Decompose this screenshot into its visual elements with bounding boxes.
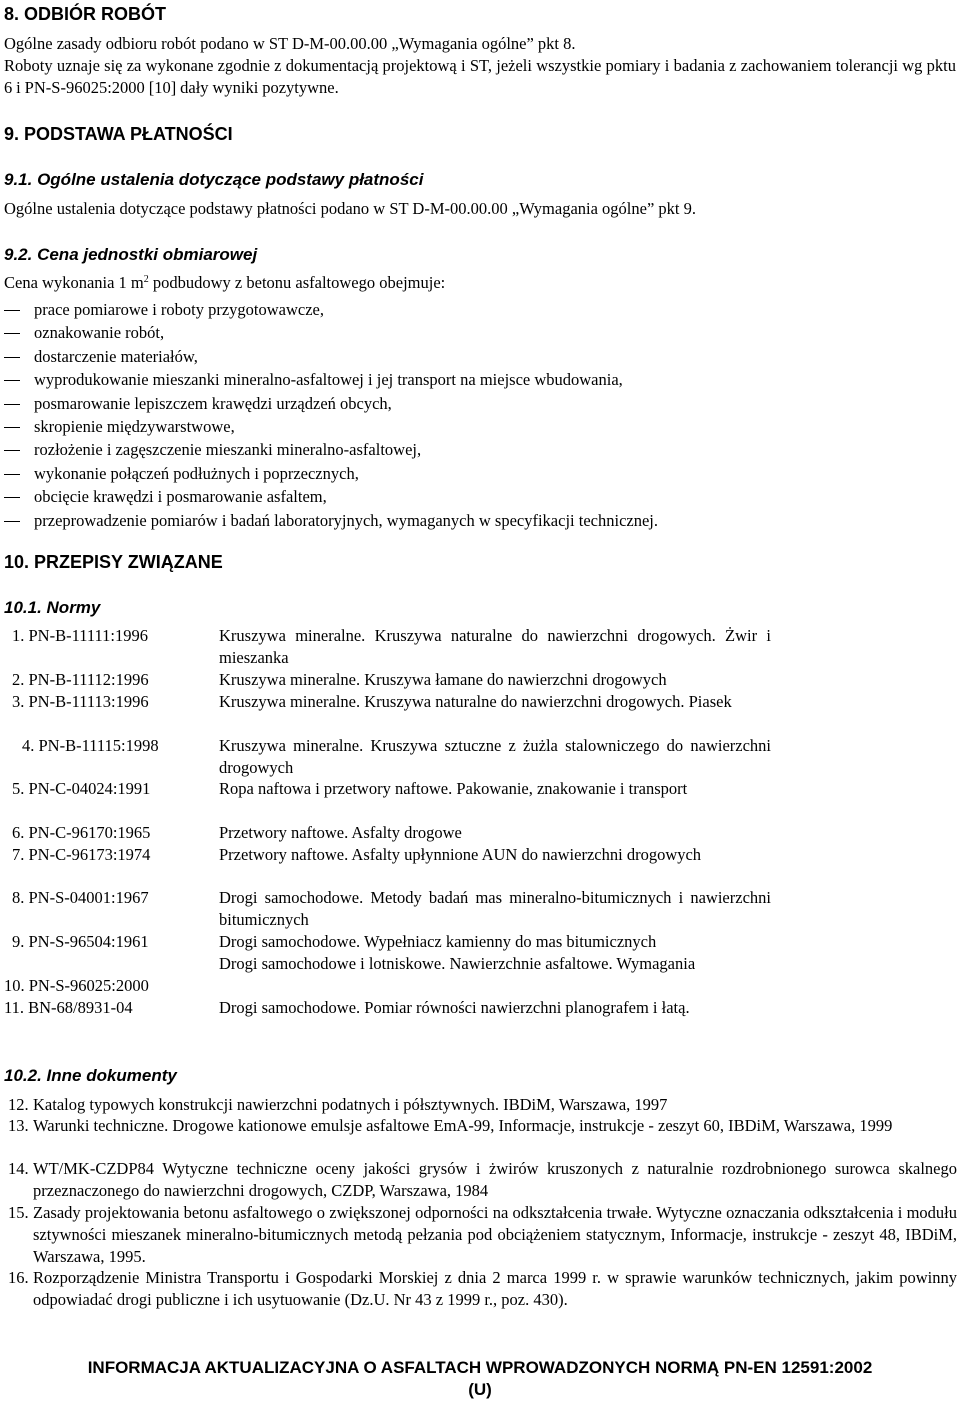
price-components-list <box>4 298 904 532</box>
section-8-heading: 8. ODBIÓR ROBÓT <box>4 4 167 24</box>
list-item: rozłożenie i zagęszczenie mieszanki mineralno-asfaltowej, <box>4 438 904 461</box>
norm-description: Kruszywa mineralne. Kruszywa naturalne do nawierzchni drogowych. Żwir i mieszanka <box>219 626 771 667</box>
section-9-2-heading: 9.2. Cena jednostki obmiarowej <box>4 245 258 264</box>
norm-description: Drogi samochodowe i lotniskowe. Nawierzchnie asfaltowe. Wymagania <box>219 954 696 973</box>
norm-code: 10. PN-S-96025:2000 <box>4 976 149 995</box>
norm-code: 2. PN-B-11112:1996 <box>12 670 149 689</box>
list-item: skropienie międzywarstwowe, <box>4 415 904 438</box>
entry-text: Warunki techniczne. Drogowe kationowe emulsje asfaltowe EmA-99, Informacje, instrukcje - zeszyt 60, IBDiM, Warszawa, 1999 <box>33 1116 893 1135</box>
norm-code: 3. PN-B-11113:1996 <box>12 692 149 711</box>
norm-description: Drogi samochodowe. Wypełniacz kamienny do mas bitumicznych <box>219 932 657 951</box>
intro-text-a: Cena wykonania 1 m <box>4 273 144 292</box>
norm-code: 8. PN-S-04001:1967 <box>12 888 149 907</box>
list-item: dostarczenie materiałów, <box>4 345 904 368</box>
norm-code: 11. BN-68/8931-04 <box>4 998 133 1017</box>
norm-description: Kruszywa mineralne. Kruszywa naturalne do nawierzchni drogowych. Piasek <box>219 692 732 711</box>
norm-code: 1. PN-B-11111:1996 <box>12 626 148 645</box>
norm-description: Kruszywa mineralne. Kruszywa sztuczne z żużla stalowniczego do nawierzchni drogowych <box>219 736 771 777</box>
footer-subtitle: (U) <box>468 1380 492 1399</box>
norm-description: Przetwory naftowe. Asfalty drogowe <box>219 823 462 842</box>
section-9-heading: 9. PODSTAWA PŁATNOŚCI <box>4 124 233 144</box>
norm-code: 4. PN-B-11115:1998 <box>22 736 159 755</box>
norm-description: Kruszywa mineralne. Kruszywa łamane do nawierzchni drogowych <box>219 670 667 689</box>
section-9-2-intro <box>4 272 956 294</box>
entry-number: 14. <box>8 1159 29 1178</box>
entry-text: WT/MK-CZDP84 Wytyczne techniczne oceny jakości grysów i żwirów kruszonych z naturalnie rozdrobnionego surowca skalnego przeznaczonego do nawierzchni drogowych, CZDP, Warszawa, 1984 <box>33 1159 957 1200</box>
entry-text: Katalog typowych konstrukcji nawierzchni podatnych i półsztywnych. IBDiM, Warszawa, 1997 <box>33 1095 668 1114</box>
intro-superscript: 2 <box>143 274 149 285</box>
section-10-heading: 10. PRZEPISY ZWIĄZANE <box>4 552 223 572</box>
norm-description: Ropa naftowa i przetwory naftowe. Pakowanie, znakowanie i transport <box>219 779 688 798</box>
entry-number: 16. <box>8 1268 29 1287</box>
entry-text: Rozporządzenie Ministra Transportu i Gospodarki Morskiej z dnia 2 marca 1999 r. w sprawie warunków technicznych, jakim powinny odpowiadać drogi publiczne i ich usytuowanie (Dz.U. Nr 43 z 1999 r., poz. 430). <box>33 1268 957 1309</box>
norm-description: Drogi samochodowe. Pomiar równości nawierzchni planografem i łatą. <box>219 998 690 1017</box>
list-item: wykonanie połączeń podłużnych i poprzecznych, <box>4 462 904 485</box>
footer-title: INFORMACJA AKTUALIZACYJNA O ASFALTACH WPROWADZONYCH NORMĄ PN-EN 12591:2002 <box>87 1358 873 1377</box>
entry-text: Zasady projektowania betonu asfaltowego o zwiększonej odporności na odkształcenia trwałe. Wytyczne oznaczania odkształcenia i modułu sztywności mieszanek mineralno-bitumicznych metodą pełzania pod obciążeniem statycznym, Informacje, instrukcje - zeszyt 48, IBDiM, Warszawa, 1995. <box>33 1203 957 1266</box>
norm-description: Drogi samochodowe. Metody badań mas mineralno-bitumicznych i nawierzchni bitumicznych <box>219 888 771 929</box>
intro-text-b: podbudowy z betonu asfaltowego obejmuje: <box>148 273 446 292</box>
list-item: obcięcie krawędzi i posmarowanie asfaltem, <box>4 485 904 508</box>
list-item: przeprowadzenie pomiarów i badań laboratoryjnych, wymaganych w specyfikacji technicznej. <box>4 509 904 532</box>
section-8-paragraph: Roboty uznaje się za wykonane zgodnie z dokumentacją projektową i ST, jeżeli wszystkie pomiary i badania z zachowaniem tolerancji wg pktu 6 i PN-S-96025:2000 [10] dały wyniki pozytywne. <box>4 56 956 97</box>
norm-code: 9. PN-S-96504:1961 <box>12 932 149 951</box>
section-10-2-heading: 10.2. Inne dokumenty <box>4 1066 177 1085</box>
section-9-1-heading: 9.1. Ogólne ustalenia dotyczące podstawy płatności <box>4 170 424 189</box>
norm-description: Przetwory naftowe. Asfalty upłynnione AUN do nawierzchni drogowych <box>219 845 702 864</box>
list-item: oznakowanie robót, <box>4 321 904 344</box>
entry-number: 15. <box>8 1203 29 1222</box>
norm-code: 6. PN-C-96170:1965 <box>12 823 151 842</box>
section-9-1-text: Ogólne ustalenia dotyczące podstawy płatności podano w ST D-M-00.00.00 „Wymagania ogólne” pkt 9. <box>4 199 696 218</box>
norm-code: 7. PN-C-96173:1974 <box>12 845 151 864</box>
section-10-1-heading: 10.1. Normy <box>4 598 101 617</box>
section-8-line: Ogólne zasady odbioru robót podano w ST D-M-00.00.00 „Wymagania ogólne” pkt 8. <box>4 34 576 53</box>
entry-number: 12. <box>8 1095 29 1114</box>
norm-code: 5. PN-C-04024:1991 <box>12 779 151 798</box>
list-item: posmarowanie lepiszczem krawędzi urządzeń obcych, <box>4 392 904 415</box>
list-item: prace pomiarowe i roboty przygotowawcze, <box>4 298 904 321</box>
list-item: wyprodukowanie mieszanki mineralno-asfaltowej i jej transport na miejsce wbudowania, <box>4 368 904 391</box>
entry-number: 13. <box>8 1116 29 1135</box>
